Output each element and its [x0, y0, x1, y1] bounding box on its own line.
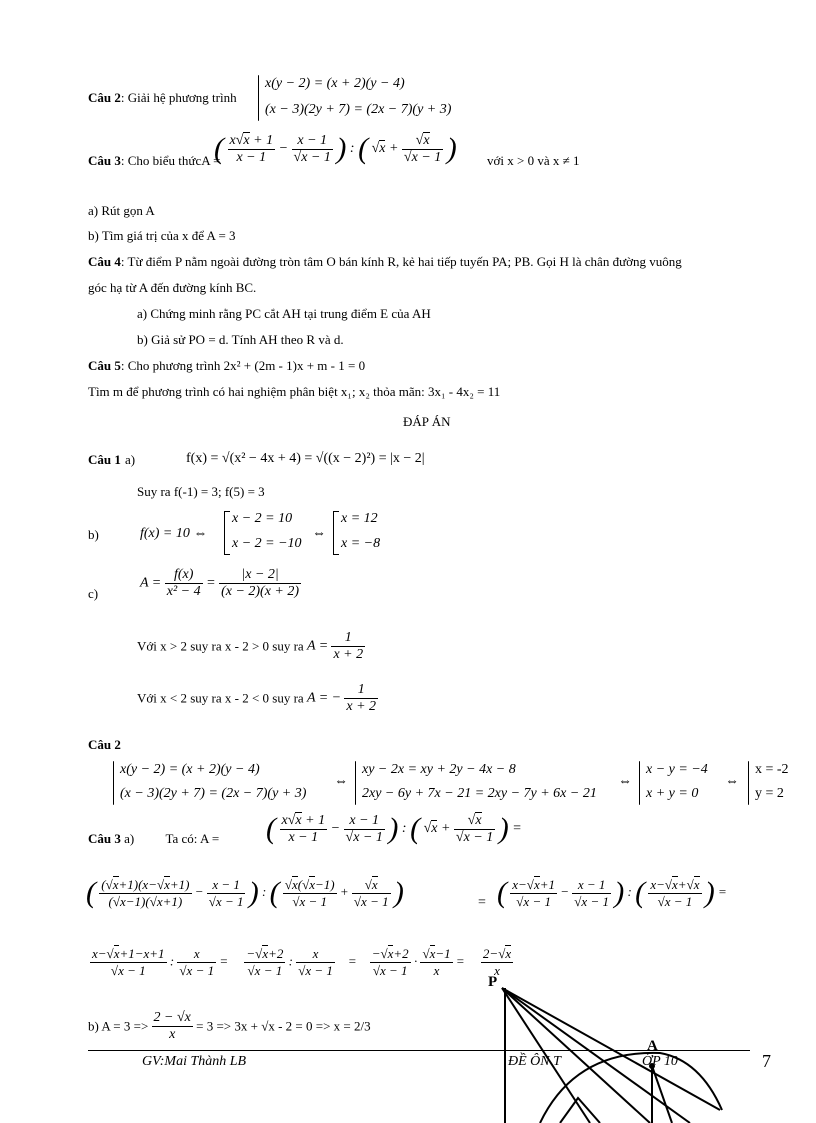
ans3-a: a): [124, 831, 135, 846]
cau3-label: Câu 3: [88, 153, 121, 168]
footer-title-end: ỚP 10: [642, 1054, 678, 1069]
ans1-c-d1: x² − 4: [166, 584, 201, 599]
figure-line-pa: [502, 988, 720, 1110]
cau2-text: : Giải hệ phương trình: [120, 90, 237, 105]
ans1-c-d2: (x − 2)(x + 2): [221, 584, 300, 599]
ans1-v2-n: 1: [344, 682, 378, 699]
cau5-text: : Cho phương trình 2x² + (2m - 1)x + m - 1 = 0: [120, 358, 366, 373]
figure-label-p: P: [488, 974, 498, 990]
footer-author: GV:Mai Thành LB: [142, 1054, 247, 1069]
ans3-b-d: x: [169, 1027, 176, 1042]
figure-line-a-down: [652, 1066, 672, 1123]
cau3-condition: với x > 0 và x ≠ 1: [487, 153, 580, 168]
cau4-text: : Từ điểm P nằm ngoài đường tròn tâm O bán kính R, kẻ hai tiếp tuyến PA; PB. Gọi H là chân đường vuông: [120, 254, 682, 269]
cau3-b: b) Tìm giá trị của x để A = 3: [88, 228, 236, 243]
ans2-s2b: 2xy − 6y + 7x − 21 = 2xy − 7y + 6x − 21: [362, 786, 597, 801]
ans1-fx: f(x) = √(x² − 4x + 4) = √((x − 2)²) = |x − 2|: [186, 451, 425, 466]
ans1-v1-d: x + 2: [333, 647, 364, 662]
ans3-b-rest: = 3 => 3x + √x - 2 = 0 => x = 2/3: [196, 1018, 371, 1034]
cau4-a: a) Chứng minh rằng PC cắt AH tại trung điểm E của AH: [137, 306, 431, 321]
answers-title: ĐÁP ÁN: [403, 414, 451, 429]
ans1-b-r1: x = 12: [341, 511, 378, 526]
ans1-a: a): [125, 452, 136, 467]
ans1-b-r2: x = −8: [341, 536, 381, 551]
cau4-b: b) Giả sử PO = d. Tính AH theo R và d.: [137, 332, 344, 347]
cau4-label: Câu 4: [88, 254, 121, 269]
ans1-v1-eq: A =: [306, 638, 329, 654]
cau3-a: a) Rút gọn A: [88, 203, 155, 218]
ans1-c-lhs: A =: [140, 575, 162, 591]
cau3-expression: ( $\frac{x√x + 1}{x - 1}$ − $\frac{x - 1}{√x - 1}$ ) : ( √x + $\frac{√x}{√x - 1}$ ): [214, 132, 457, 165]
ans1-v1-text: Với x > 2 suy ra x - 2 > 0 suy ra: [137, 638, 304, 654]
ans2-s3b: x + y = 0: [646, 786, 699, 801]
ans1-v1-n: 1: [331, 630, 365, 647]
ans2-s1a: x(y − 2) = (x + 2)(y − 4): [120, 762, 260, 777]
ans3-b-n: 2 − √x: [153, 1010, 191, 1025]
ans2-s3a: x − y = −4: [646, 762, 708, 777]
cau4-line2: góc hạ từ A đến đường kính BC.: [88, 280, 257, 295]
ans1-b-eq: f(x) = 10 ⇔: [140, 526, 208, 541]
ans1-c: c): [88, 586, 99, 601]
cau3-text: : Cho biểu thứcA =: [120, 153, 221, 168]
ans3-taco: Ta có: A =: [165, 831, 220, 846]
ans2-iff2: ⇔: [618, 774, 632, 789]
ans3-line2-eq: =: [478, 895, 486, 910]
ans3-expr2-right: ( $\frac{x-√x+1}{√x - 1}$ − $\frac{x - 1}{√x - 1}$ ) : ( $\frac{x-√x+√x}{√x - 1}$ ) =: [497, 876, 727, 909]
ans1-v2-text: Với x < 2 suy ra x - 2 < 0 suy ra: [137, 690, 304, 706]
ans3-eq3: =: [455, 953, 465, 969]
ans1-b-iff: ⇔: [312, 526, 326, 541]
ans1-c-eq: =: [206, 575, 216, 591]
ans3-eq2: =: [347, 953, 357, 969]
ans1-suyra: Suy ra f(-1) = 3; f(5) = 3: [137, 484, 265, 499]
figure-arc-inner: [560, 1098, 600, 1123]
ans2-iff1: ⇔: [334, 774, 348, 789]
figure-label-a: A: [647, 1038, 658, 1054]
ans2-label: Câu 2: [88, 737, 121, 752]
ans2-iff3: ⇔: [725, 774, 739, 789]
footer-rule: [88, 1050, 750, 1051]
cau2-label: Câu 2: [88, 90, 121, 105]
ans3-label: Câu 3: [88, 831, 121, 846]
ans3-expr3: $\frac{x-√x+1-x+1}{√x - 1}$ : $\frac{x}{√x - 1}$ = $\frac{-√x+2}{√x - 1}$ : $\frac{x}{√x - 1}$ = $\frac{-√x+2}{√x - 1}$ · $\frac{√x-1}{x}$ = $\frac{2-√x}{x}$: [92, 946, 512, 978]
cau5-label: Câu 5: [88, 358, 121, 373]
cau5-line2: Tìm m để phương trình có hai nghiệm phân biệt x₁; x₂ thỏa mãn: 3x₁ - 4x₂ = 11: [88, 384, 501, 399]
ans1-b-c2: x − 2 = −10: [232, 536, 302, 551]
ans1-v2-eq: A = −: [306, 690, 342, 706]
ans2-s4b: y = 2: [755, 786, 784, 801]
ans1-c-n1: f(x): [165, 567, 203, 584]
ans1-b: b): [88, 527, 99, 542]
ans3-expr1: ( $\frac{x√x + 1}{x - 1}$ − $\frac{x - 1}{√x - 1}$ ) : ( √x + $\frac{√x}{√x - 1}$ ) =: [266, 812, 522, 845]
cau2-eq2: (x − 3)(2y + 7) = (2x − 7)(y + 3): [265, 102, 452, 117]
ans3-eq1: =: [219, 953, 229, 969]
ans1-c-n2: |x − 2|: [219, 567, 301, 584]
ans1-b-c1: x − 2 = 10: [232, 511, 293, 526]
ans1-v2-d: x + 2: [346, 699, 377, 714]
ans3-expr2-left: ( $\frac{(√x+1)(x-√x+1)}{(√x-1)(√x+1)}$ − $\frac{x - 1}{√x - 1}$ ) : ( $\frac{√x(√x-1)}{√x - 1}$ + $\frac{√x}{√x - 1}$ ): [86, 876, 404, 909]
ans3-b: b) A = 3 =>: [88, 1018, 149, 1034]
cau2-eq1: x(y − 2) = (x + 2)(y − 4): [265, 76, 405, 91]
ans2-s1b: (x − 3)(2y + 7) = (2x − 7)(y + 3): [120, 786, 307, 801]
footer-title: ĐỀ ÔN T: [508, 1054, 561, 1069]
ans2-s2a: xy − 2x = xy + 2y − 4x − 8: [362, 762, 516, 777]
ans1-label: Câu 1: [88, 452, 121, 467]
footer-page-number: 7: [762, 1051, 771, 1071]
ans2-s4a: x = -2: [755, 762, 789, 777]
